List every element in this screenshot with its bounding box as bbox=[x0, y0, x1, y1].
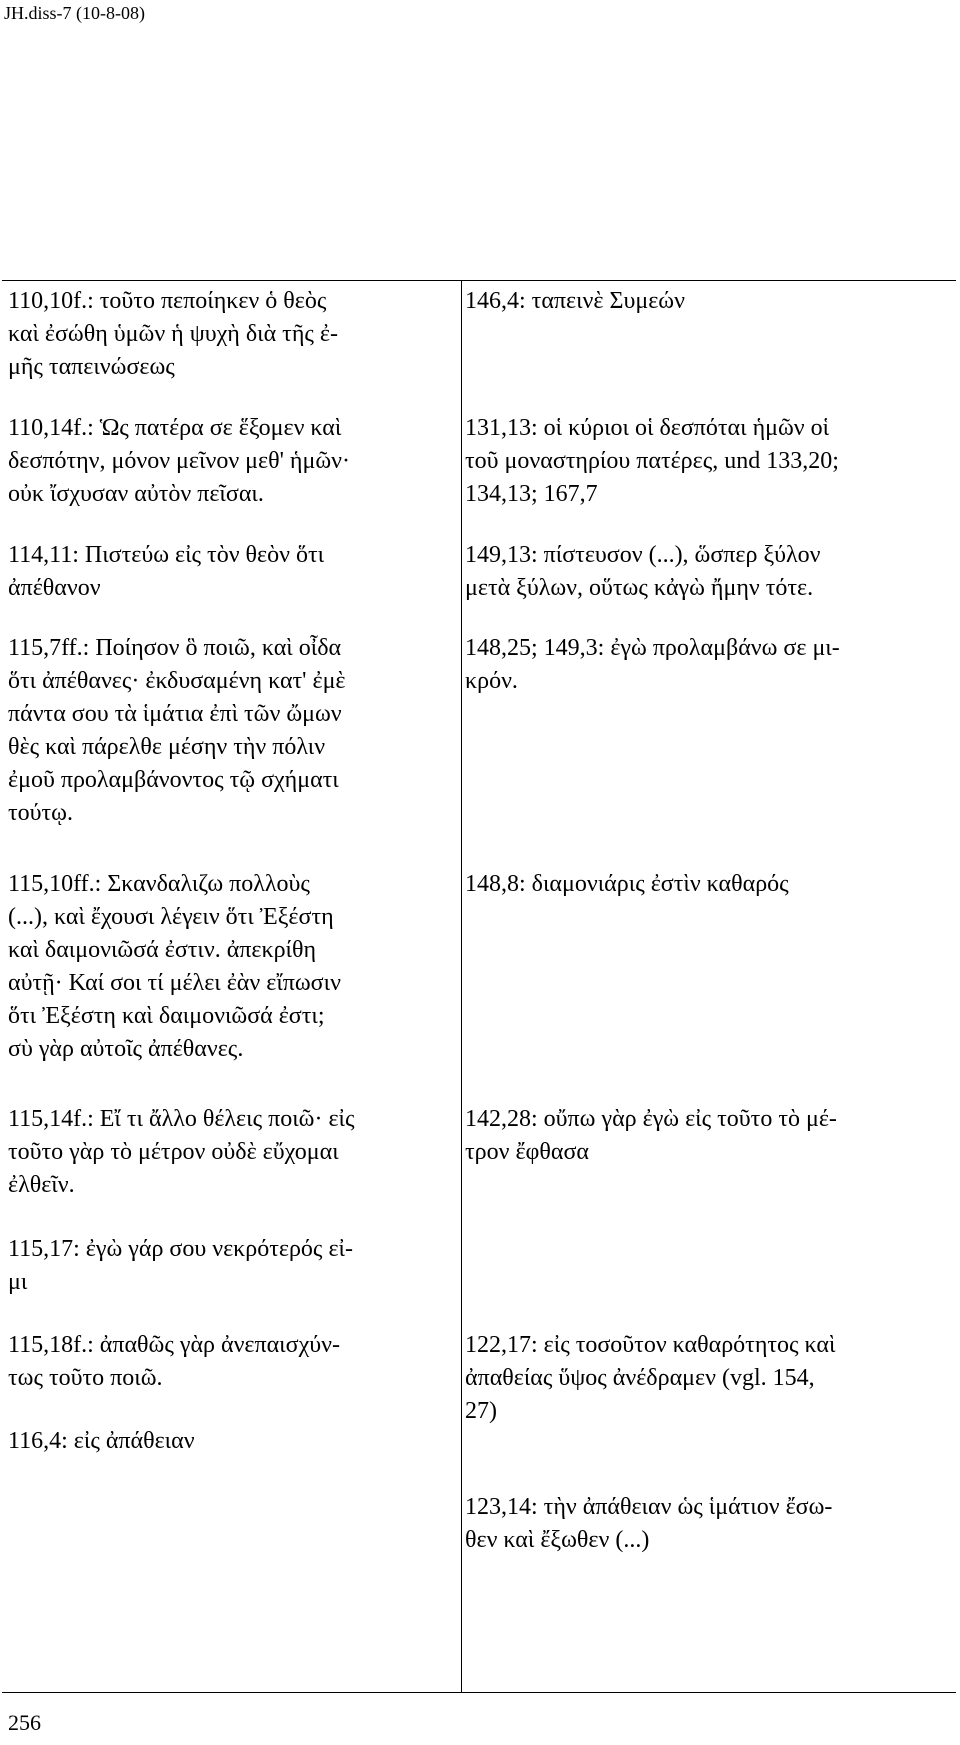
left-entry: 115,14f.: Εἴ τι ἄλλο θέλεις ποιῶ· εἰς τοῦτο γὰρ τὸ μέτρον οὐδὲ εὔχομαι ἐλθεῖν. bbox=[8, 1106, 355, 1198]
left-entry: 110,14f.: Ὡς πατέρα σε ἕξομεν καὶ δεσπότην, μόνον μεῖνον μεθ' ἡμῶν· οὐκ ἴσχυσαν αὐτὸν πεῖσαι. bbox=[8, 415, 350, 507]
document-header: JH.diss-7 (10-8-08) bbox=[4, 3, 145, 23]
right-entry: 131,13: οἱ κύριοι οἱ δεσπόται ἡμῶν οἱ τοῦ μοναστηρίου πατέρες, und 133,20; 134,13; 167,7 bbox=[465, 415, 839, 507]
right-entry: 146,4: ταπεινὲ Συμεών bbox=[465, 288, 685, 314]
left-entry: 110,10f.: τοῦτο πεποίηκεν ὁ θεὸς καὶ ἐσώθη ὑμῶν ἡ ψυχὴ διὰ τῆς ἐ- μῆς ταπεινώσεως bbox=[8, 288, 338, 380]
left-entry: 114,11: Πιστεύω εἰς τὸν θεὸν ὅτι ἀπέθανον bbox=[8, 542, 325, 601]
right-entry: 123,14: τὴν ἀπάθειαν ὡς ἱμάτιον ἔσω- θεν καὶ ἔξωθεν (...) bbox=[465, 1494, 833, 1553]
page-number: 256 bbox=[8, 1710, 41, 1735]
left-entry: 115,17: ἐγὼ γάρ σου νεκρότερός εἰ- μι bbox=[8, 1236, 353, 1295]
left-entry: 115,10ff.: Σκανδαλιζω πολλοὺς (...), καὶ ἔχουσι λέγειν ὅτι Ἐξέστη καὶ δαιμονιῶσά ἐστιν. ἀπεκρίθη αὐτῇ· Καί σοι τί μέλει ἐὰν εἴπωσιν ὅτι Ἐξέστη καὶ δαιμονιῶσά ἐστι; σὺ γὰρ αὐτοῖς ἀπέθανες. bbox=[8, 871, 341, 1062]
right-entry: 148,25; 149,3: ἐγὼ προλαμβάνω σε μι- κρόν. bbox=[465, 635, 840, 694]
right-entry: 148,8: διαμονιάρις ἐστὶν καθαρός bbox=[465, 871, 789, 897]
left-entry: 116,4: εἰς ἀπάθειαν bbox=[8, 1428, 195, 1454]
right-entry: 149,13: πίστευσον (...), ὥσπερ ξύλον μετὰ ξύλων, οὕτως κἀγὼ ἤμην τότε. bbox=[465, 542, 821, 601]
comparison-table bbox=[2, 280, 956, 1693]
right-entry: 122,17: εἰς τοσοῦτον καθαρότητος καὶ ἀπαθείας ὕψος ἀνέδραμεν (vgl. 154, 27) bbox=[465, 1332, 836, 1424]
left-entry: 115,18f.: ἀπαθῶς γὰρ ἀνεπαισχύν- τως τοῦτο ποιῶ. bbox=[8, 1332, 340, 1391]
left-entry: 115,7ff.: Ποίησον ὃ ποιῶ, καὶ οἶδα ὅτι ἀπέθανες· ἐκδυσαμένη κατ' ἐμὲ πάντα σου τὰ ἱμάτια ἐπὶ τῶν ὤμων θὲς καὶ πάρελθε μέσην τὴν πόλιν ἐμοῦ προλαμβάνοντος τῷ σχήματι τούτῳ. bbox=[8, 635, 346, 826]
right-entry: 142,28: οὔπω γὰρ ἐγὼ εἰς τοῦτο τὸ μέ- τρον ἔφθασα bbox=[465, 1106, 837, 1165]
column-divider bbox=[461, 281, 462, 1692]
